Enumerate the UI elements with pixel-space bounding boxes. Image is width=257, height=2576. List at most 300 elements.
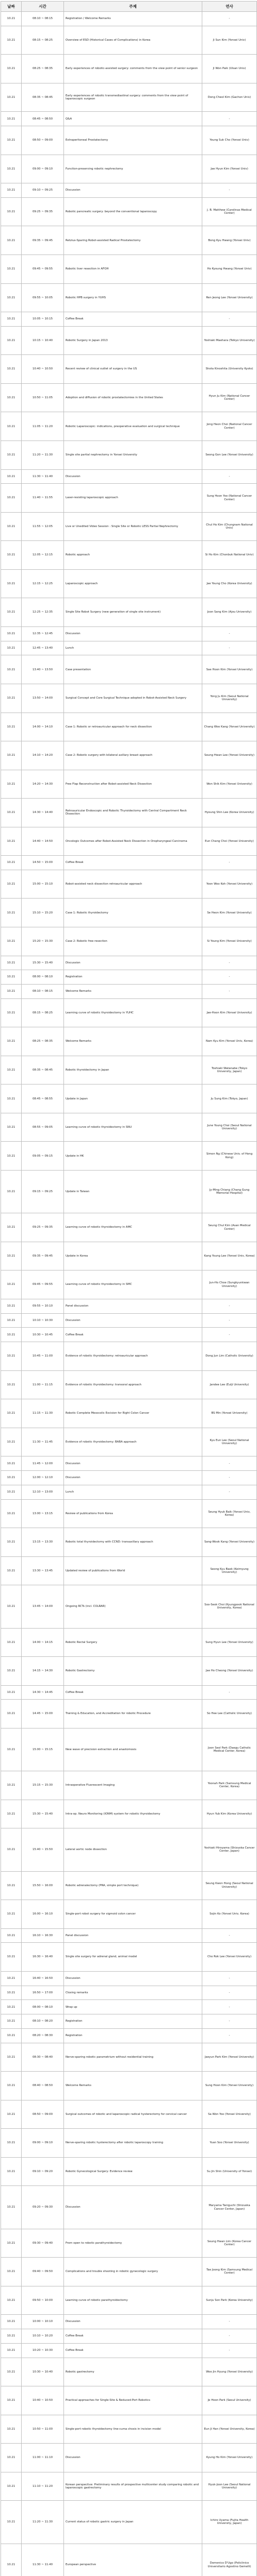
speaker-cell: Woo Jin Hyung (Yonsei University) (202, 2358, 257, 2386)
topic-cell: Robotic total thyroidectomy with CCND: transaxillary approach (64, 1528, 202, 1557)
date-cell: 10.21 (1, 770, 22, 799)
speaker-cell: - (202, 1986, 257, 2000)
table-row (1, 2258, 257, 2286)
table-row (1, 312, 257, 327)
time-cell: 09:50 ~ 10:00 (22, 2286, 64, 2315)
topic-cell: Laparoscopic approach (64, 569, 202, 598)
topic-cell: Coffee Break (64, 1328, 202, 1342)
topic-cell: Evidence of robotic thyroidectomy: retroauricular approach (64, 1342, 202, 1371)
speaker-cell: Ji Sun Kim (Yonsei Univ) (202, 26, 257, 55)
table-row (1, 641, 257, 655)
date-cell: 10.21 (1, 1556, 22, 1585)
topic-cell: From open to robotic parathyroidectomy (64, 2229, 202, 2258)
time-cell: 08:10 ~ 08:20 (22, 2014, 64, 2029)
time-cell: 09:10 ~ 09:20 (22, 2157, 64, 2186)
topic-cell: Robotic Surgery in Japan 2013 (64, 326, 202, 355)
topic-cell: Complications and trouble shooting in robotic gynecologic surgery (64, 2258, 202, 2286)
table-row (1, 1328, 257, 1342)
table-row (1, 1499, 257, 1528)
header-row (1, 2, 257, 12)
date-cell: 10.21 (1, 1084, 22, 1113)
date-cell: 10.21 (1, 355, 22, 384)
time-cell: 10:05 ~ 10:15 (22, 312, 64, 327)
date-cell: 10.21 (1, 713, 22, 741)
speaker-cell: - (202, 1299, 257, 1313)
topic-cell: Robotic Gastrectomy (64, 1657, 202, 1686)
speaker-cell: Seung Chul Kim (Asan Medical Center) (202, 1213, 257, 1242)
topic-cell: Discussion (64, 469, 202, 484)
date-cell: 10.21 (1, 1685, 22, 1700)
speaker-cell: Sung Hoon Yoo (National Cancer Center) (202, 484, 257, 513)
time-cell: 15:20 ~ 15:30 (22, 927, 64, 956)
table-row (1, 1728, 257, 1771)
topic-cell: Nerve-sparing robotic hysterectomy after robotic laparoscopy training (64, 2129, 202, 2158)
speaker-cell: - (202, 1485, 257, 1499)
time-cell: 13:45 ~ 14:00 (22, 1585, 64, 1628)
topic-cell: Evidence of robotic thyroidectomy: transoral approach (64, 1370, 202, 1399)
date-cell: 10.21 (1, 927, 22, 956)
table-row (1, 2544, 257, 2576)
topic-cell: Single site surgery for adrenal gland, animal model (64, 1943, 202, 1972)
speaker-cell: Ichiro Uyama (Fujita Health University, Japan) (202, 2501, 257, 2544)
speaker-cell: Simon Ng (Chinese Univ. of Hong Kong) (202, 1142, 257, 1171)
topic-cell: Learning curve of robotic thyroidectomy in YUHC (64, 998, 202, 1027)
speaker-cell: Yoshiaki Maehara (Teikyo University) (202, 326, 257, 355)
topic-cell: Learning curve of robotic thyroidectomy in SMC (64, 1270, 202, 1299)
topic-cell: Robotic gastrectomy (64, 2358, 202, 2386)
topic-cell: Panel discussion (64, 1299, 202, 1313)
speaker-cell: Sojin Ko (Yonsei Univ, Korea) (202, 1900, 257, 1929)
date-cell: 10.21 (1, 226, 22, 255)
date-cell: 10.21 (1, 1428, 22, 1456)
topic-cell: New wave of precision extraction and anastomosis (64, 1728, 202, 1771)
date-cell: 10.21 (1, 383, 22, 412)
time-cell: 10:40 ~ 10:50 (22, 355, 64, 384)
time-cell: 08:00 ~ 08:10 (22, 2000, 64, 2014)
speaker-cell: Jong Heon Choi (National Cancer Center) (202, 412, 257, 441)
date-cell: 10.21 (1, 970, 22, 985)
date-cell: 10.21 (1, 998, 22, 1027)
time-cell: 12:35 ~ 12:45 (22, 626, 64, 641)
date-cell: 10.21 (1, 1628, 22, 1657)
time-cell: 14:10 ~ 14:20 (22, 741, 64, 770)
date-cell: 10.21 (1, 1056, 22, 1084)
speaker-cell: Kyu Eun Lee (Seoul National University) (202, 1428, 257, 1456)
time-cell: 11:05 ~ 11:20 (22, 412, 64, 441)
time-cell: 14:15 ~ 14:30 (22, 1657, 64, 1686)
date-cell: 10.21 (1, 2444, 22, 2472)
topic-cell: Registration (64, 2014, 202, 2029)
date-cell: 10.21 (1, 155, 22, 183)
speaker-cell: - (202, 12, 257, 26)
table-row (1, 26, 257, 55)
table-row (1, 2415, 257, 2444)
table-row (1, 126, 257, 155)
speaker-cell: June Young Choi (Seoul National University) (202, 1113, 257, 1142)
topic-cell: Training & Education, and Accreditation for robotic Procedure (64, 1700, 202, 1728)
table-row (1, 155, 257, 183)
speaker-cell: Seung Hwan Lim (Korea Cancer Center) (202, 2229, 257, 2258)
date-cell: 10.21 (1, 326, 22, 355)
time-cell: 14:40 ~ 14:50 (22, 827, 64, 856)
speaker-cell: Soo-Seok Choi (Kyungpook National University, Korea) (202, 1585, 257, 1628)
topic-cell: Case 2: Robotic free resection (64, 927, 202, 956)
speaker-cell: - (202, 2315, 257, 2329)
speaker-cell: - (202, 2329, 257, 2344)
date-cell: 10.21 (1, 1471, 22, 1485)
date-cell: 10.21 (1, 1585, 22, 1628)
time-cell: 15:15 ~ 15:30 (22, 1771, 64, 1800)
table-row (1, 1771, 257, 1800)
table-row (1, 2501, 257, 2544)
table-row (1, 1943, 257, 1972)
table-row (1, 856, 257, 870)
topic-cell: Adoption and diffusion of robotic prostatectomies in the United States (64, 383, 202, 412)
topic-cell: Welcome Remarks (64, 1027, 202, 1056)
speaker-cell: Hyun Ju Kim (National Cancer Center) (202, 383, 257, 412)
topic-cell: Single-port robot surgery for sigmoid colon cancer (64, 1900, 202, 1929)
date-cell: 10.21 (1, 684, 22, 713)
speaker-cell: - (202, 469, 257, 484)
topic-cell: Korean perspective: Preliminary results of prospective multicenter study comparing robotic and laparoscopic gastrectomy (64, 2472, 202, 2501)
table-row (1, 626, 257, 641)
date-cell: 10.21 (1, 1986, 22, 2000)
speaker-cell: Seong Kyu Baek (Keimyung University) (202, 1556, 257, 1585)
speaker-cell: Seung Kwon Hong (Seoul National University) (202, 1871, 257, 1900)
speaker-cell: Seung Hwan Lee (Yonsei University) (202, 741, 257, 770)
table-row (1, 1971, 257, 1986)
table-row (1, 1142, 257, 1171)
topic-cell: Case 1: Robotic thyroidectomy (64, 899, 202, 927)
speaker-cell: - (202, 1971, 257, 1986)
date-cell: 10.21 (1, 870, 22, 899)
time-cell: 11:15 ~ 11:30 (22, 1399, 64, 1428)
speaker-cell: So Hee Lee (Catholic University) (202, 1700, 257, 1728)
date-cell: 10.21 (1, 2472, 22, 2501)
topic-cell: Discussion (64, 2444, 202, 2472)
speaker-cell: Eun Chang Choi (Yonsei University) (202, 827, 257, 856)
date-cell: 10.21 (1, 2100, 22, 2129)
speaker-cell: Jun-Ho Choe (Sungkyunkwan University) (202, 1270, 257, 1299)
topic-cell: Early experiences of robotic-assisted surgery: comments from the view point of senior surgeon (64, 55, 202, 83)
date-cell: 10.21 (1, 1399, 22, 1428)
topic-cell: Robotic adrenalectomy (PRA, simple port technique) (64, 1871, 202, 1900)
date-cell: 10.21 (1, 412, 22, 441)
speaker-cell: Je Hoon Park (Seoul University) (202, 2386, 257, 2415)
date-cell: 10.21 (1, 1270, 22, 1299)
header-time: 시간 (22, 2, 64, 12)
speaker-cell: Eun Ji Han (Yonsei University, Korea) (202, 2415, 257, 2444)
topic-cell: Robotic Complete Mesocolic Excision for Right Colon Cancer (64, 1399, 202, 1428)
date-cell: 10.21 (1, 1171, 22, 1213)
speaker-cell: - (202, 2343, 257, 2358)
time-cell: 15:00 ~ 15:15 (22, 1728, 64, 1771)
speaker-cell: Toshiaki Watanabe (Tokyo University, Japan) (202, 1056, 257, 1084)
date-cell: 10.21 (1, 1456, 22, 1471)
time-cell: 08:40 ~ 08:50 (22, 2072, 64, 2100)
speaker-cell: - (202, 112, 257, 126)
date-cell: 10.21 (1, 12, 22, 26)
date-cell: 10.21 (1, 641, 22, 655)
table-row (1, 484, 257, 513)
date-cell: 10.21 (1, 985, 22, 999)
speaker-cell: - (202, 641, 257, 655)
table-row (1, 55, 257, 83)
time-cell: 09:15 ~ 09:25 (22, 1171, 64, 1213)
time-cell: 09:10 ~ 09:25 (22, 183, 64, 198)
time-cell: 11:40 ~ 11:55 (22, 484, 64, 513)
time-cell: 09:55 ~ 10:05 (22, 283, 64, 312)
speaker-cell: Yong Ju Kim (Seoul National University) (202, 684, 257, 713)
time-cell: 15:10 ~ 15:20 (22, 899, 64, 927)
table-row (1, 870, 257, 899)
topic-cell: Oncologic Outcomes after Robot-Assisted Neck Dissection in Oropharyngeal Carcinoma (64, 827, 202, 856)
date-cell: 10.21 (1, 1142, 22, 1171)
table-row (1, 1270, 257, 1299)
date-cell: 10.21 (1, 1728, 22, 1771)
topic-cell: Q&A (64, 112, 202, 126)
time-cell: 10:20 ~ 10:30 (22, 2343, 64, 2358)
speaker-cell: Hyoung Shin Lee (Korea University) (202, 799, 257, 827)
date-cell: 10.21 (1, 541, 22, 570)
speaker-cell: Bong Kyu Hwang (Yonsei Univ) (202, 226, 257, 255)
table-row (1, 1084, 257, 1113)
table-row (1, 713, 257, 741)
speaker-cell: Sa Won Yoo (Yonsei University) (202, 2100, 257, 2129)
speaker-cell: Hyuk-Joon Lee (Seoul National University) (202, 2472, 257, 2501)
time-cell: 13:00 ~ 13:15 (22, 1499, 64, 1528)
time-cell: 10:50 ~ 11:00 (22, 2415, 64, 2444)
time-cell: 16:50 ~ 17:00 (22, 1986, 64, 2000)
time-cell: 11:00 ~ 11:15 (22, 1370, 64, 1399)
table-row (1, 83, 257, 112)
topic-cell: Registration (64, 2028, 202, 2043)
time-cell: 08:55 ~ 09:05 (22, 1113, 64, 1142)
speaker-cell: Maryama Taniguchi (Shizuoka Cancer Center, Japan) (202, 2186, 257, 2229)
time-cell: 16:40 ~ 16:50 (22, 1971, 64, 1986)
time-cell: 12:10 ~ 13:00 (22, 1485, 64, 1499)
topic-cell: Intraoperative Fluorescent Imaging (64, 1771, 202, 1800)
time-cell: 09:30 ~ 09:40 (22, 2229, 64, 2258)
table-row (1, 2000, 257, 2014)
time-cell: 12:45 ~ 13:40 (22, 641, 64, 655)
table-row (1, 326, 257, 355)
date-cell: 10.21 (1, 2501, 22, 2544)
speaker-cell: - (202, 1456, 257, 1471)
date-cell: 10.21 (1, 283, 22, 312)
table-row (1, 799, 257, 827)
topic-cell: Robotic Laparoscopic: indications, preoperative evaluation and surgical technique (64, 412, 202, 441)
time-cell: 11:20 ~ 11:30 (22, 2501, 64, 2544)
topic-cell: Early experiences of robotic transmediastinal surgery: comments from the view point of laparoscopic surgeon (64, 83, 202, 112)
speaker-cell: Kyung Ho Kim (Yonsei University) (202, 2444, 257, 2472)
header-speaker: 연사 (202, 2, 257, 12)
topic-cell: Surgical Concept and Core Surgical Technique adopted in Robot-Assisted Neck Surgery (64, 684, 202, 713)
topic-cell: Review of publications from Korea (64, 1499, 202, 1528)
table-row (1, 355, 257, 384)
speaker-cell: Jae Hyun Kim (Yonsei Univ) (202, 155, 257, 183)
time-cell: 11:45 ~ 12:00 (22, 1456, 64, 1471)
date-cell: 10.21 (1, 1943, 22, 1972)
speaker-cell: Tae Joong Kim (Samsung Medical Center) (202, 2258, 257, 2286)
table-row (1, 1928, 257, 1943)
table-row (1, 2014, 257, 2029)
date-cell: 10.21 (1, 2186, 22, 2229)
table-row (1, 12, 257, 26)
topic-cell: Robotic liver resection in AFOH (64, 255, 202, 284)
date-cell: 10.21 (1, 1499, 22, 1528)
time-cell: 14:30 ~ 14:40 (22, 799, 64, 827)
date-cell: 10.21 (1, 1928, 22, 1943)
table-row (1, 1628, 257, 1657)
time-cell: 16:30 ~ 16:40 (22, 1943, 64, 1972)
topic-cell: Panel discussion (64, 1928, 202, 1943)
table-row (1, 1056, 257, 1084)
topic-cell: Single-port robotic thyroidectomy line-cuma chosis in incision model (64, 2415, 202, 2444)
header-date: 날짜 (1, 2, 22, 12)
speaker-cell: Young Suk Cho (Yonsei Univ) (202, 126, 257, 155)
topic-cell: Coffee Break (64, 2343, 202, 2358)
topic-cell: Discussion (64, 1971, 202, 1986)
speaker-cell: J. B. Matthew (Carolinas Medical Center) (202, 197, 257, 226)
speaker-cell: Jaeyun Park Kim (Yonsei University) (202, 2043, 257, 2072)
date-cell: 10.21 (1, 827, 22, 856)
time-cell: 15:40 ~ 15:50 (22, 1828, 64, 1871)
speaker-cell: Su Jin Shin (University of Yonsei) (202, 2157, 257, 2186)
table-row (1, 956, 257, 970)
time-cell: 09:00 ~ 09:10 (22, 155, 64, 183)
table-row (1, 183, 257, 198)
date-cell: 10.21 (1, 2544, 22, 2576)
table-row (1, 1428, 257, 1456)
topic-cell: Welcome Remarks (64, 2072, 202, 2100)
speaker-cell: BS Min (Yonsei University) (202, 1399, 257, 1428)
date-cell: 10.21 (1, 1971, 22, 1986)
date-cell: 10.21 (1, 1528, 22, 1557)
time-cell: 14:45 ~ 15:00 (22, 1700, 64, 1728)
time-cell: 16:00 ~ 16:10 (22, 1900, 64, 1929)
topic-cell: Update in Korea (64, 1242, 202, 1270)
table-row (1, 2186, 257, 2229)
table-row (1, 770, 257, 799)
date-cell: 10.21 (1, 569, 22, 598)
table-row (1, 2358, 257, 2386)
table-row (1, 469, 257, 484)
time-cell: 12:05 ~ 12:15 (22, 541, 64, 570)
date-cell: 10.21 (1, 1370, 22, 1399)
table-row (1, 1399, 257, 1428)
speaker-cell: Yoshiaki Hiroyama (Shizuoka Cancer Center, Japan) (202, 1828, 257, 1871)
topic-cell: Robotic approach (64, 541, 202, 570)
topic-cell: Closing remarks (64, 1986, 202, 2000)
table-row (1, 255, 257, 284)
speaker-cell: - (202, 1685, 257, 1700)
date-cell: 10.21 (1, 2229, 22, 2258)
table-row (1, 2315, 257, 2329)
speaker-cell: - (202, 970, 257, 985)
date-cell: 10.21 (1, 1871, 22, 1900)
table-row (1, 741, 257, 770)
table-row (1, 1528, 257, 1557)
time-cell: 10:10 ~ 10:30 (22, 1313, 64, 1328)
time-cell: 13:15 ~ 13:30 (22, 1528, 64, 1557)
speaker-cell: Se Heon Kim (Yonsei University) (202, 899, 257, 927)
table-row (1, 1585, 257, 1628)
speaker-cell: - (202, 1928, 257, 1943)
time-cell: 08:50 ~ 09:00 (22, 126, 64, 155)
topic-cell: Robotic pancreatic surgery: beyond the conventional laparoscopy (64, 197, 202, 226)
table-row (1, 1871, 257, 1900)
table-row (1, 112, 257, 126)
table-row (1, 899, 257, 927)
speaker-cell: - (202, 626, 257, 641)
speaker-cell: Sung Hyun Lee (Yonsei University) (202, 1628, 257, 1657)
speaker-cell: Ren Jeong Lee (Yonsei University) (202, 283, 257, 312)
topic-cell: Robotic HPB surgery in YUHS (64, 283, 202, 312)
date-cell: 10.21 (1, 183, 22, 198)
date-cell: 10.21 (1, 956, 22, 970)
topic-cell: Practical approaches for Single-Site & Reduced-Port Robotics (64, 2386, 202, 2415)
topic-cell: Lunch (64, 641, 202, 655)
date-cell: 10.21 (1, 126, 22, 155)
table-row (1, 1800, 257, 1828)
time-cell: 08:50 ~ 09:00 (22, 2100, 64, 2129)
table-row (1, 440, 257, 469)
table-row (1, 2229, 257, 2258)
topic-cell: Robotic thyroidectomy in Japan (64, 1056, 202, 1084)
table-row (1, 2386, 257, 2415)
topic-cell: Case presentation (64, 655, 202, 684)
date-cell: 10.21 (1, 899, 22, 927)
time-cell: 10:10 ~ 10:20 (22, 2329, 64, 2344)
date-cell: 10.21 (1, 2000, 22, 2014)
date-cell: 10.21 (1, 1328, 22, 1342)
topic-cell: Discussion (64, 1313, 202, 1328)
topic-cell: Intra-op. Neuro Monitoring (IONM) system for robotic thyroidectomy (64, 1800, 202, 1828)
time-cell: 11:30 ~ 11:40 (22, 469, 64, 484)
topic-cell: Case 2: Robotic surgery with bilateral axillary breast approach (64, 741, 202, 770)
time-cell: 09:40 ~ 09:50 (22, 2258, 64, 2286)
speaker-cell: Sae Hoon Kim (Yonsei University) (202, 655, 257, 684)
topic-cell: Case 1: Robotic or retroauricular approach for neck dissection (64, 713, 202, 741)
time-cell: 10:30 ~ 10:40 (22, 2358, 64, 2386)
table-row (1, 684, 257, 713)
time-cell: 12:00 ~ 12:10 (22, 1471, 64, 1485)
table-row (1, 2472, 257, 2501)
topic-cell: Registration (64, 970, 202, 985)
date-cell: 10.21 (1, 512, 22, 541)
time-cell: 11:30 ~ 11:45 (22, 1428, 64, 1456)
date-cell: 10.21 (1, 1299, 22, 1313)
date-cell: 10.21 (1, 1113, 22, 1142)
time-cell: 09:25 ~ 09:35 (22, 197, 64, 226)
speaker-cell: - (202, 312, 257, 327)
table-row (1, 569, 257, 598)
table-row (1, 383, 257, 412)
time-cell: 09:00 ~ 09:10 (22, 2129, 64, 2158)
topic-cell: Lateral aortic node dissection (64, 1828, 202, 1871)
speaker-cell: Domenico D'Ugo (Policlinico Universitario Agostino Gemelli) (202, 2544, 257, 2576)
table-row (1, 512, 257, 541)
time-cell: 09:45 ~ 09:55 (22, 255, 64, 284)
topic-cell: Discussion (64, 626, 202, 641)
speaker-cell: - (202, 1313, 257, 1328)
time-cell: 08:45 ~ 08:55 (22, 1084, 64, 1113)
date-cell: 10.21 (1, 2358, 22, 2386)
topic-cell: Robotic Gynecological Surgery: Evidence review (64, 2157, 202, 2186)
topic-cell: Surgical outcomes of robotic and laparoscopic radical hysterectomy for cervical cancer (64, 2100, 202, 2129)
table-row (1, 1657, 257, 1686)
